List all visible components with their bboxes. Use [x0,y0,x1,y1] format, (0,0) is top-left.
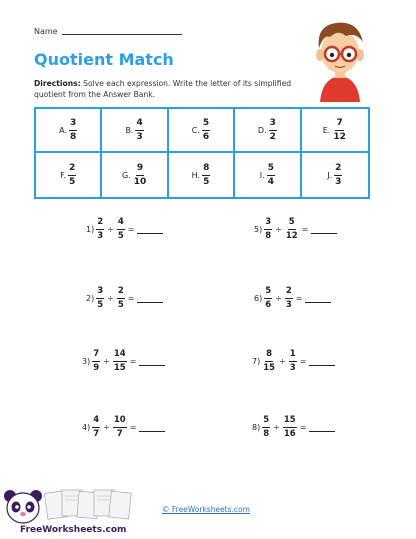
answer-bank-item: G. $\frac{9}{10}$ [102,153,168,197]
answer-bank-item: D. $\frac{3}{2}$ [235,109,301,153]
answer-bank-item: B. $\frac{4}{3}$ [102,109,168,153]
answer-blank[interactable] [139,357,165,366]
problem-2: 2) $\frac{3}{5}$ ÷ $\frac{2}{5}$ = [86,287,163,309]
worksheet-title: Quotient Match [34,50,174,69]
name-label: Name [34,27,58,36]
directions [34,78,304,100]
problem-4: 4) $\frac{4}{7}$ ÷ $\frac{10}{7}$ = [82,416,165,438]
answer-bank-item: A. $\frac{3}{8}$ [36,109,102,153]
name-field[interactable] [34,27,182,36]
freeworksheets-logo [2,482,142,536]
answer-blank[interactable] [309,357,335,366]
svg-text:FreeWorksheets.com: FreeWorksheets.com [20,525,127,535]
problem-3: 3) $\frac{7}{9}$ ÷ $\frac{14}{15}$ = [82,350,165,372]
answer-blank[interactable] [311,225,337,234]
problem-6: 6) $\frac{5}{6}$ ÷ $\frac{2}{3}$ = [254,287,331,309]
answer-bank-item: J. $\frac{2}{3}$ [327,162,342,187]
problem-7: 7) $\frac{8}{15}$ ÷ $\frac{1}{3}$ = [252,350,335,372]
answer-bank-item: E. $\frac{7}{12}$ [302,109,368,153]
answer-bank-item: C. $\frac{5}{6}$ [169,109,235,153]
answer-blank[interactable] [309,423,335,432]
kid-illustration [306,12,374,108]
problem-5: 5) $\frac{3}{8}$ ÷ $\frac{5}{12}$ = [254,218,337,240]
directions-text: Solve each expression. Write the letter of its simplified quotient from the Answer Bank. [34,79,292,99]
answer-blank[interactable] [137,225,163,234]
answer-bank [34,107,370,199]
copyright-link[interactable]: © FreeWorksheets.com [162,505,250,514]
problem-1: 1) $\frac{2}{3}$ ÷ $\frac{4}{5}$ = [86,218,163,240]
directions-label: Directions: [34,79,81,88]
answer-bank-item: I. $\frac{5}{4}$ [235,153,301,197]
answer-blank[interactable] [137,294,163,303]
answer-blank[interactable] [139,423,165,432]
answer-blank[interactable] [305,294,331,303]
problem-8: 8) $\frac{5}{8}$ ÷ $\frac{15}{16}$ = [252,416,335,438]
panda-icon [4,490,42,523]
name-blank[interactable] [62,34,182,35]
answer-bank-item: H. $\frac{8}{5}$ [169,153,235,197]
answer-bank-item: F. $\frac{2}{5}$ [36,153,102,197]
